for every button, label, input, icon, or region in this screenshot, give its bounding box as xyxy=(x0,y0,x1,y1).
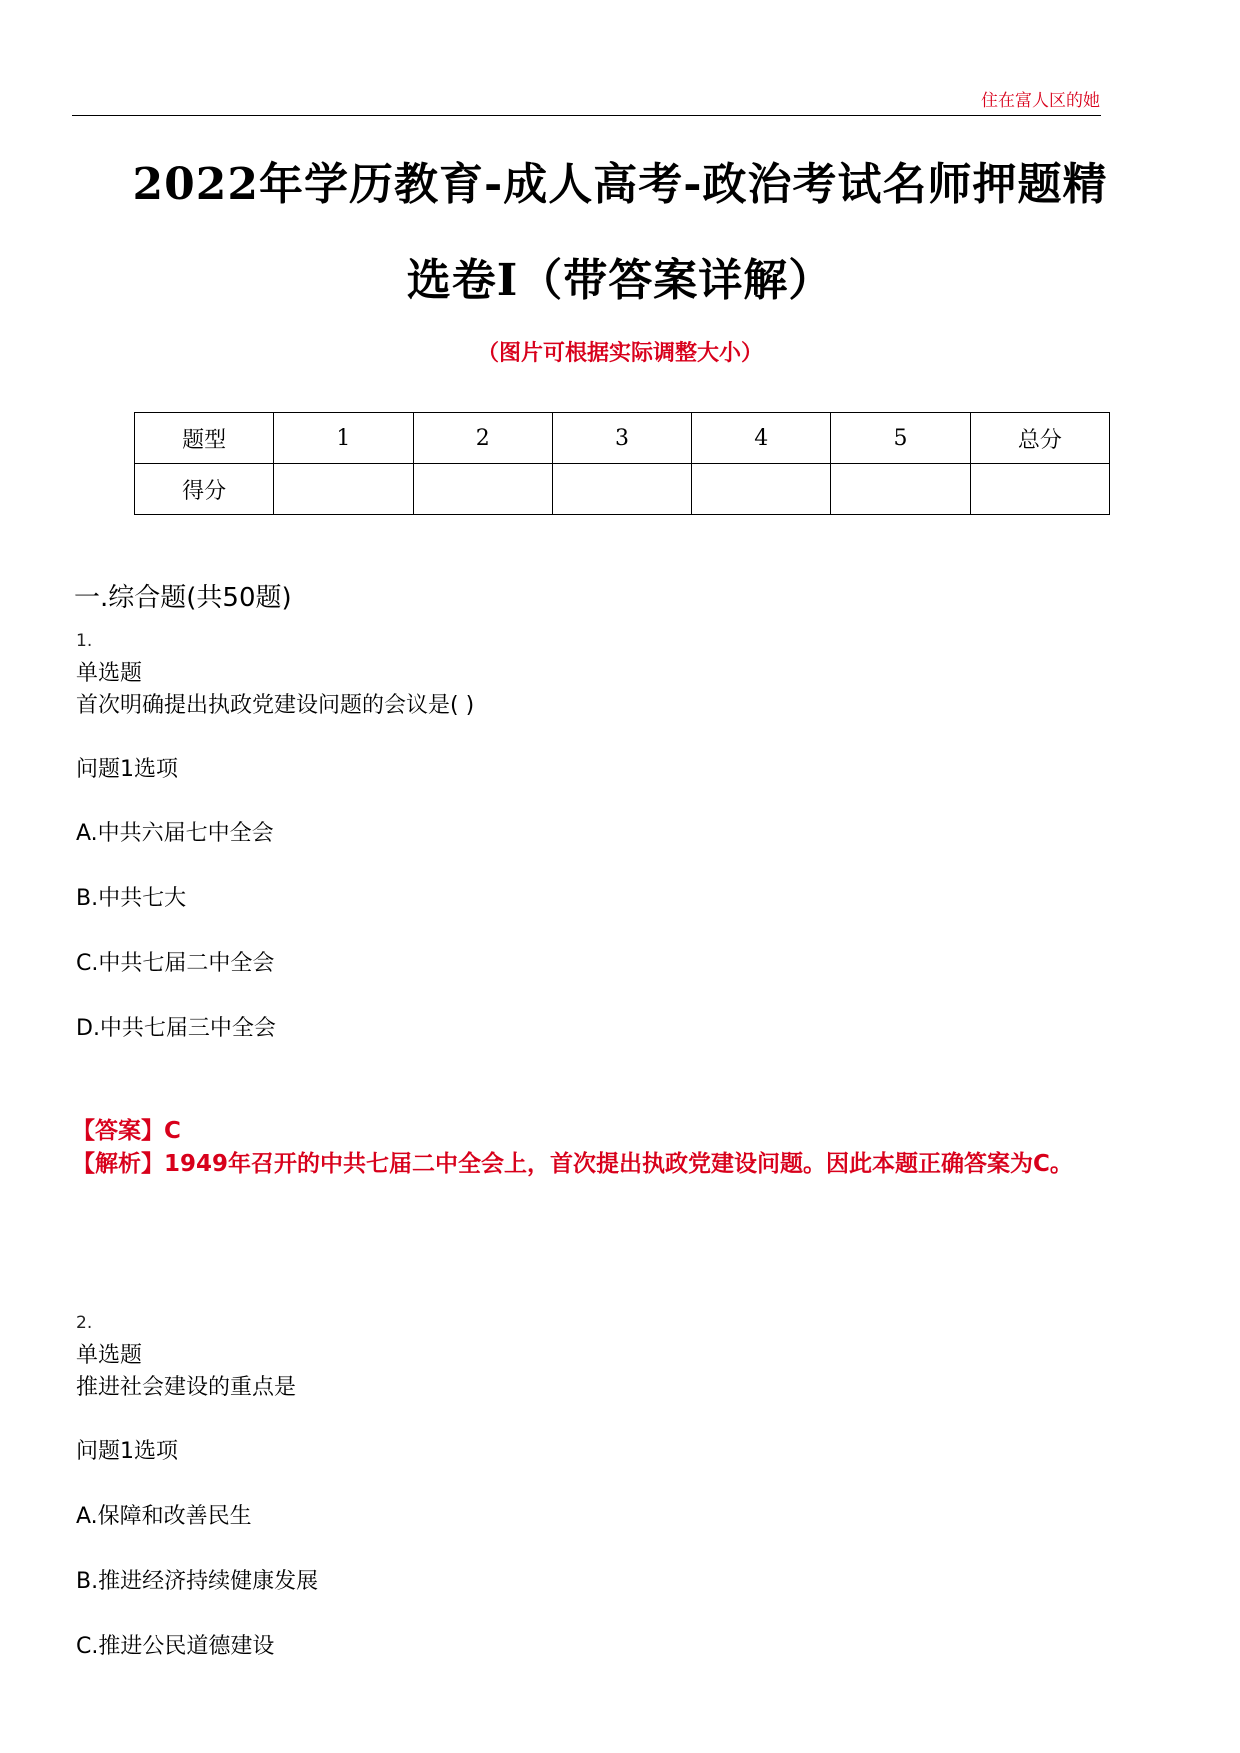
option-b[interactable]: B.中共七大 xyxy=(76,886,187,911)
score-table-header-cell: 2 xyxy=(413,413,552,464)
score-table-header-cell: 5 xyxy=(831,413,970,464)
score-cell[interactable] xyxy=(692,464,831,515)
option-c[interactable]: C.中共七届二中全会 xyxy=(76,951,275,976)
question-type: 单选题 xyxy=(76,1343,143,1368)
question-number: 2. xyxy=(76,1313,93,1333)
section-title: 一.综合题(共50题) xyxy=(74,583,292,613)
document-title-line-2: 选卷I（带答案详解） xyxy=(406,255,834,306)
question-type: 单选题 xyxy=(76,661,143,686)
score-table-header-cell: 总分 xyxy=(970,413,1109,464)
question-stem: 首次明确提出执政党建设问题的会议是( ) xyxy=(76,693,475,718)
score-table-header-cell: 3 xyxy=(552,413,691,464)
question-number: 1. xyxy=(76,631,93,651)
option-b[interactable]: B.推进经济持续健康发展 xyxy=(76,1569,319,1594)
document-title-line-1: 2022年学历教育-成人高考-政治考试名师押题精 xyxy=(132,159,1108,210)
score-cell[interactable] xyxy=(552,464,691,515)
answer-label: 【答案】C xyxy=(72,1118,181,1144)
option-d[interactable]: D.中共七届三中全会 xyxy=(76,1016,276,1041)
option-c[interactable]: C.推进公民道德建设 xyxy=(76,1634,275,1659)
score-table-header-cell: 1 xyxy=(274,413,413,464)
header-note: 住在富人区的她 xyxy=(981,91,1100,111)
score-table-header-cell: 题型 xyxy=(135,413,274,464)
option-a[interactable]: A.中共六届七中全会 xyxy=(76,821,274,846)
score-table-header-row xyxy=(135,413,1110,464)
options-prompt: 问题1选项 xyxy=(76,757,178,782)
score-cell[interactable] xyxy=(831,464,970,515)
options-prompt: 问题1选项 xyxy=(76,1439,178,1464)
score-table-score-row xyxy=(135,464,1110,515)
header-rule xyxy=(72,115,1101,116)
score-table-row-label: 得分 xyxy=(135,464,274,515)
score-cell[interactable] xyxy=(970,464,1109,515)
score-cell[interactable] xyxy=(413,464,552,515)
option-a[interactable]: A.保障和改善民生 xyxy=(76,1504,252,1529)
score-cell[interactable] xyxy=(274,464,413,515)
question-stem: 推进社会建设的重点是 xyxy=(76,1375,297,1400)
score-table-header-cell: 4 xyxy=(692,413,831,464)
score-table xyxy=(134,412,1110,515)
analysis-text: 【解析】1949年召开的中共七届二中全会上，首次提出执政党建设问题。因此本题正确答案为C。 xyxy=(72,1151,1073,1177)
document-subtitle: （图片可根据实际调整大小） xyxy=(476,341,763,366)
